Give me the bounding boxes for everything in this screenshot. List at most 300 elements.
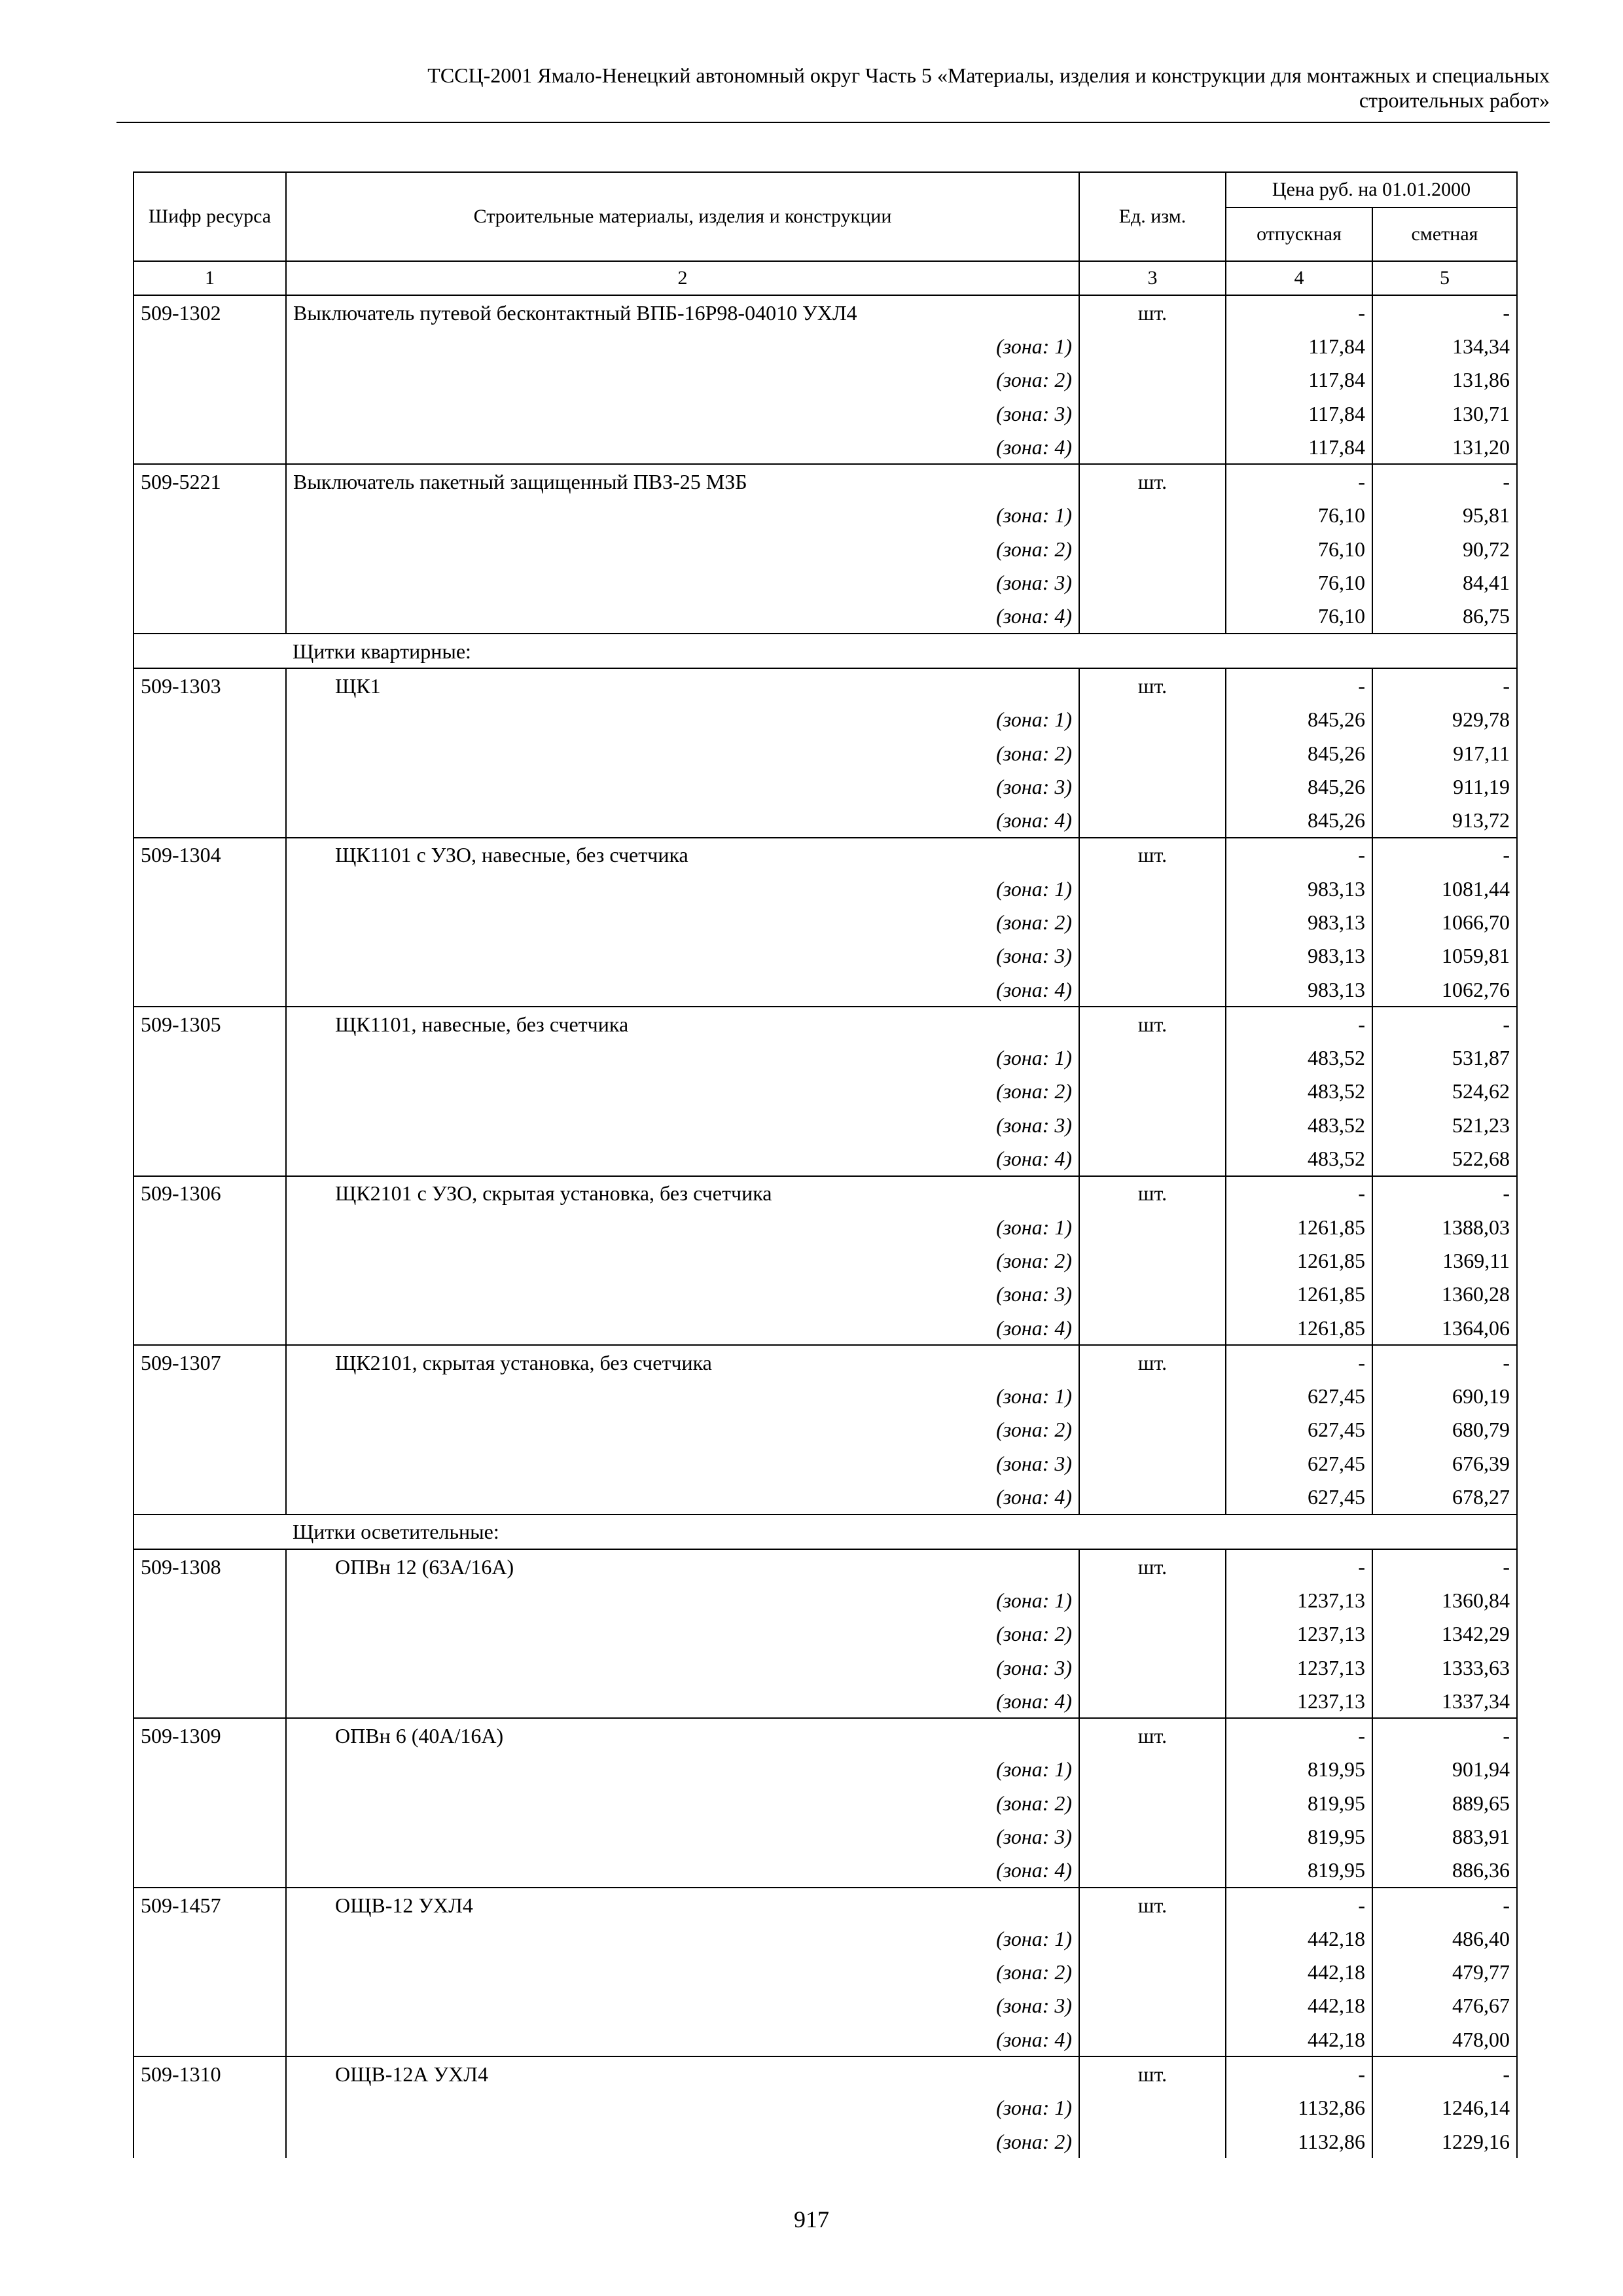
resource-row — [134, 1549, 1517, 1583]
resource-unit: шт. — [1079, 1345, 1226, 1379]
empty-code-cell — [134, 1041, 286, 1075]
zone-estimate-price: 1081,44 — [1372, 872, 1517, 905]
resource-name: ЩК1 — [286, 668, 1079, 702]
zone-release-price: 76,10 — [1226, 565, 1372, 599]
estimate-price: - — [1372, 1718, 1517, 1752]
empty-unit-cell — [1079, 1075, 1226, 1108]
empty-unit-cell — [1079, 565, 1226, 599]
empty-code-cell — [134, 2091, 286, 2125]
table-header — [134, 172, 1517, 295]
release-price: - — [1226, 2056, 1372, 2090]
zone-label: (зона: 4) — [286, 2022, 1079, 2056]
zone-row — [134, 1278, 1517, 1311]
zone-release-price: 627,45 — [1226, 1380, 1372, 1413]
zone-label: (зона: 3) — [286, 1820, 1079, 1853]
resource-row — [134, 1176, 1517, 1210]
resource-row — [134, 295, 1517, 329]
header-name: Строительные материалы, изделия и конструкции — [286, 172, 1079, 261]
zone-label: (зона: 3) — [286, 770, 1079, 803]
empty-code-cell — [134, 1989, 286, 2022]
zone-label: (зона: 2) — [286, 1617, 1079, 1651]
zone-release-price: 627,45 — [1226, 1446, 1372, 1480]
resource-name: ЩК2101 с УЗО, скрытая установка, без счетчика — [286, 1176, 1079, 1210]
zone-estimate-price: 1369,11 — [1372, 1244, 1517, 1277]
zone-row — [134, 1820, 1517, 1853]
empty-unit-cell — [1079, 1922, 1226, 1955]
empty-code-cell — [134, 532, 286, 565]
zone-row — [134, 1446, 1517, 1480]
empty-code-cell — [134, 1108, 286, 1141]
resource-code: 509-1457 — [134, 1888, 286, 1922]
zone-label: (зона: 2) — [286, 1786, 1079, 1820]
empty-unit-cell — [1079, 703, 1226, 736]
zone-release-price: 483,52 — [1226, 1141, 1372, 1175]
zone-row — [134, 1922, 1517, 1955]
resource-name: ОПВн 6 (40А/16А) — [286, 1718, 1079, 1752]
empty-unit-cell — [1079, 939, 1226, 973]
resource-row — [134, 1345, 1517, 1379]
section-row — [134, 634, 1517, 668]
zone-estimate-price: 95,81 — [1372, 499, 1517, 532]
zone-release-price: 819,95 — [1226, 1786, 1372, 1820]
zone-label: (зона: 2) — [286, 363, 1079, 397]
zone-estimate-price: 1066,70 — [1372, 905, 1517, 939]
zone-label: (зона: 4) — [286, 803, 1079, 837]
zone-estimate-price: 522,68 — [1372, 1141, 1517, 1175]
resource-code: 509-1308 — [134, 1549, 286, 1583]
zone-estimate-price: 521,23 — [1372, 1108, 1517, 1141]
estimate-price: - — [1372, 2056, 1517, 2090]
zone-estimate-price: 1059,81 — [1372, 939, 1517, 973]
zone-release-price: 1261,85 — [1226, 1210, 1372, 1244]
zone-row — [134, 600, 1517, 634]
zone-estimate-price: 86,75 — [1372, 600, 1517, 634]
zone-row — [134, 1108, 1517, 1141]
column-number: 5 — [1372, 261, 1517, 295]
zone-row — [134, 2125, 1517, 2158]
resource-row — [134, 1888, 1517, 1922]
empty-code-cell — [134, 1311, 286, 1345]
empty-code-cell — [134, 1820, 286, 1853]
empty-code-cell — [134, 2022, 286, 2056]
zone-release-price: 1237,13 — [1226, 1684, 1372, 1718]
resource-unit: шт. — [1079, 668, 1226, 702]
zone-release-price: 483,52 — [1226, 1075, 1372, 1108]
zone-release-price: 1237,13 — [1226, 1651, 1372, 1684]
zone-estimate-price: 486,40 — [1372, 1922, 1517, 1955]
zone-estimate-price: 1388,03 — [1372, 1210, 1517, 1244]
section-title: Щитки квартирные: — [286, 634, 1517, 668]
empty-code-cell — [134, 1380, 286, 1413]
empty-code-cell — [134, 770, 286, 803]
zone-estimate-price: 917,11 — [1372, 736, 1517, 770]
zone-row — [134, 1583, 1517, 1617]
resource-name: ОЩВ-12 УХЛ4 — [286, 1888, 1079, 1922]
empty-unit-cell — [1079, 1753, 1226, 1786]
zone-estimate-price: 1229,16 — [1372, 2125, 1517, 2158]
zone-estimate-price: 676,39 — [1372, 1446, 1517, 1480]
empty-code-cell — [134, 1753, 286, 1786]
resource-unit: шт. — [1079, 1718, 1226, 1752]
zone-estimate-price: 131,20 — [1372, 430, 1517, 464]
zone-row — [134, 872, 1517, 905]
empty-unit-cell — [1079, 1311, 1226, 1345]
empty-code-cell — [134, 803, 286, 837]
zone-estimate-price: 1360,84 — [1372, 1583, 1517, 1617]
zone-label: (зона: 2) — [286, 532, 1079, 565]
zone-label: (зона: 3) — [286, 1446, 1079, 1480]
empty-code-cell — [134, 1956, 286, 1989]
zone-row — [134, 1413, 1517, 1446]
empty-code-cell — [134, 736, 286, 770]
zone-label: (зона: 2) — [286, 1075, 1079, 1108]
column-number: 4 — [1226, 261, 1372, 295]
header-unit: Ед. изм. — [1079, 172, 1226, 261]
zone-estimate-price: 476,67 — [1372, 1989, 1517, 2022]
zone-estimate-price: 1364,06 — [1372, 1311, 1517, 1345]
zone-label: (зона: 3) — [286, 1108, 1079, 1141]
zone-row — [134, 1989, 1517, 2022]
resource-code: 509-1305 — [134, 1007, 286, 1041]
zone-estimate-price: 90,72 — [1372, 532, 1517, 565]
zone-row — [134, 2022, 1517, 2056]
zone-release-price: 983,13 — [1226, 973, 1372, 1007]
estimate-price: - — [1372, 464, 1517, 498]
running-header-line-2: строительных работ» — [1359, 88, 1550, 112]
release-price: - — [1226, 1888, 1372, 1922]
zone-release-price: 76,10 — [1226, 600, 1372, 634]
zone-label: (зона: 1) — [286, 1041, 1079, 1075]
zone-label: (зона: 2) — [286, 1244, 1079, 1277]
zone-release-price: 627,45 — [1226, 1480, 1372, 1514]
zone-row — [134, 1141, 1517, 1175]
zone-label: (зона: 1) — [286, 1753, 1079, 1786]
zone-estimate-price: 1246,14 — [1372, 2091, 1517, 2125]
zone-row — [134, 905, 1517, 939]
zone-release-price: 845,26 — [1226, 770, 1372, 803]
zone-row — [134, 430, 1517, 464]
empty-code-cell — [134, 1446, 286, 1480]
zone-label: (зона: 4) — [286, 973, 1079, 1007]
empty-code-cell — [134, 1413, 286, 1446]
empty-unit-cell — [1079, 1617, 1226, 1651]
estimate-price: - — [1372, 1176, 1517, 1210]
zone-estimate-price: 680,79 — [1372, 1413, 1517, 1446]
zone-row — [134, 973, 1517, 1007]
zone-label: (зона: 3) — [286, 1651, 1079, 1684]
zone-label: (зона: 1) — [286, 1210, 1079, 1244]
empty-unit-cell — [1079, 1380, 1226, 1413]
zone-release-price: 442,18 — [1226, 2022, 1372, 2056]
zone-estimate-price: 478,00 — [1372, 2022, 1517, 2056]
zone-release-price: 819,95 — [1226, 1753, 1372, 1786]
estimate-price: - — [1372, 1345, 1517, 1379]
empty-unit-cell — [1079, 1786, 1226, 1820]
zone-estimate-price: 134,34 — [1372, 329, 1517, 363]
empty-unit-cell — [1079, 2125, 1226, 2158]
empty-unit-cell — [1079, 1854, 1226, 1888]
zone-estimate-price: 886,36 — [1372, 1854, 1517, 1888]
resource-name: ОПВн 12 (63А/16А) — [286, 1549, 1079, 1583]
estimate-price: - — [1372, 295, 1517, 329]
empty-unit-cell — [1079, 872, 1226, 905]
zone-row — [134, 499, 1517, 532]
resource-name: ЩК1101, навесные, без счетчика — [286, 1007, 1079, 1041]
empty-code-cell — [134, 1854, 286, 1888]
header-estimate-price: сметная — [1372, 207, 1517, 261]
empty-code-cell — [134, 1617, 286, 1651]
header-release-price: отпускная — [1226, 207, 1372, 261]
zone-row — [134, 803, 1517, 837]
section-row — [134, 1515, 1517, 1549]
zone-release-price: 845,26 — [1226, 736, 1372, 770]
zone-release-price: 1237,13 — [1226, 1617, 1372, 1651]
zone-release-price: 1132,86 — [1226, 2125, 1372, 2158]
zone-estimate-price: 913,72 — [1372, 803, 1517, 837]
zone-label: (зона: 3) — [286, 939, 1079, 973]
empty-unit-cell — [1079, 1480, 1226, 1514]
zone-row — [134, 1617, 1517, 1651]
empty-code-cell — [134, 1141, 286, 1175]
zone-estimate-price: 130,71 — [1372, 397, 1517, 430]
resource-row — [134, 1007, 1517, 1041]
zone-row — [134, 1854, 1517, 1888]
zone-label: (зона: 1) — [286, 872, 1079, 905]
empty-code-cell — [134, 600, 286, 634]
zone-release-price: 76,10 — [1226, 532, 1372, 565]
empty-unit-cell — [1079, 1141, 1226, 1175]
empty-unit-cell — [1079, 736, 1226, 770]
zone-label: (зона: 4) — [286, 1311, 1079, 1345]
empty-code-cell — [134, 703, 286, 736]
zone-estimate-price: 901,94 — [1372, 1753, 1517, 1786]
empty-code-cell — [134, 565, 286, 599]
zone-estimate-price: 678,27 — [1372, 1480, 1517, 1514]
resource-unit: шт. — [1079, 295, 1226, 329]
zone-estimate-price: 1337,34 — [1372, 1684, 1517, 1718]
zone-release-price: 117,84 — [1226, 363, 1372, 397]
zone-label: (зона: 1) — [286, 499, 1079, 532]
section-spacer — [134, 1515, 286, 1549]
zone-row — [134, 939, 1517, 973]
zone-estimate-price: 1342,29 — [1372, 1617, 1517, 1651]
empty-code-cell — [134, 872, 286, 905]
column-number: 2 — [286, 261, 1079, 295]
section-spacer — [134, 634, 286, 668]
zone-row — [134, 532, 1517, 565]
running-header-line-1: ТССЦ-2001 Ямало-Ненецкий автономный округ Часть 5 «Материалы, изделия и конструкции для монтажных и специальных — [427, 63, 1550, 87]
empty-unit-cell — [1079, 1651, 1226, 1684]
zone-estimate-price: 524,62 — [1372, 1075, 1517, 1108]
zone-row — [134, 1753, 1517, 1786]
resource-name: Выключатель пакетный защищенный ПВЗ-25 МЗБ — [286, 464, 1079, 498]
empty-unit-cell — [1079, 1583, 1226, 1617]
resource-name: ОЩВ-12А УХЛ4 — [286, 2056, 1079, 2090]
resource-unit: шт. — [1079, 464, 1226, 498]
release-price: - — [1226, 295, 1372, 329]
empty-code-cell — [134, 1583, 286, 1617]
zone-row — [134, 1786, 1517, 1820]
empty-code-cell — [134, 1684, 286, 1718]
zone-estimate-price: 84,41 — [1372, 565, 1517, 599]
zone-release-price: 1261,85 — [1226, 1311, 1372, 1345]
zone-release-price: 983,13 — [1226, 905, 1372, 939]
zone-row — [134, 1651, 1517, 1684]
resource-code: 509-1310 — [134, 2056, 286, 2090]
empty-unit-cell — [1079, 1210, 1226, 1244]
resource-code: 509-1304 — [134, 838, 286, 872]
zone-label: (зона: 3) — [286, 397, 1079, 430]
zone-release-price: 1132,86 — [1226, 2091, 1372, 2125]
empty-unit-cell — [1079, 1684, 1226, 1718]
zone-release-price: 845,26 — [1226, 703, 1372, 736]
zone-label: (зона: 1) — [286, 1922, 1079, 1955]
zone-release-price: 845,26 — [1226, 803, 1372, 837]
zone-row — [134, 770, 1517, 803]
resource-name: ЩК1101 с УЗО, навесные, без счетчика — [286, 838, 1079, 872]
zone-label: (зона: 4) — [286, 430, 1079, 464]
empty-unit-cell — [1079, 2091, 1226, 2125]
empty-unit-cell — [1079, 1820, 1226, 1853]
zone-release-price: 1237,13 — [1226, 1583, 1372, 1617]
zone-label: (зона: 4) — [286, 600, 1079, 634]
empty-code-cell — [134, 1651, 286, 1684]
zone-estimate-price: 531,87 — [1372, 1041, 1517, 1075]
zone-row — [134, 1684, 1517, 1718]
empty-unit-cell — [1079, 1278, 1226, 1311]
resource-unit: шт. — [1079, 1176, 1226, 1210]
empty-code-cell — [134, 1922, 286, 1955]
table-body — [134, 295, 1517, 2158]
zone-label: (зона: 3) — [286, 565, 1079, 599]
zone-release-price: 819,95 — [1226, 1854, 1372, 1888]
empty-unit-cell — [1079, 1956, 1226, 1989]
zone-release-price: 1261,85 — [1226, 1278, 1372, 1311]
zone-release-price: 117,84 — [1226, 329, 1372, 363]
estimate-price: - — [1372, 1549, 1517, 1583]
zone-row — [134, 1380, 1517, 1413]
zone-row — [134, 736, 1517, 770]
zone-label: (зона: 2) — [286, 736, 1079, 770]
zone-label: (зона: 1) — [286, 329, 1079, 363]
price-table — [133, 171, 1518, 2158]
zone-row — [134, 363, 1517, 397]
release-price: - — [1226, 668, 1372, 702]
zone-estimate-price: 1360,28 — [1372, 1278, 1517, 1311]
empty-unit-cell — [1079, 397, 1226, 430]
empty-code-cell — [134, 1480, 286, 1514]
zone-label: (зона: 2) — [286, 1413, 1079, 1446]
estimate-price: - — [1372, 668, 1517, 702]
zone-release-price: 76,10 — [1226, 499, 1372, 532]
running-header — [116, 63, 1550, 123]
resource-code: 509-1303 — [134, 668, 286, 702]
zone-row — [134, 2091, 1517, 2125]
zone-row — [134, 1480, 1517, 1514]
empty-unit-cell — [1079, 532, 1226, 565]
resource-row — [134, 668, 1517, 702]
zone-label: (зона: 2) — [286, 2125, 1079, 2158]
zone-row — [134, 1041, 1517, 1075]
zone-release-price: 983,13 — [1226, 872, 1372, 905]
empty-code-cell — [134, 1278, 286, 1311]
empty-code-cell — [134, 397, 286, 430]
section-title: Щитки осветительные: — [286, 1515, 1517, 1549]
zone-label: (зона: 1) — [286, 2091, 1079, 2125]
zone-release-price: 442,18 — [1226, 1956, 1372, 1989]
resource-row — [134, 464, 1517, 498]
resource-code: 509-1306 — [134, 1176, 286, 1210]
empty-code-cell — [134, 939, 286, 973]
empty-unit-cell — [1079, 803, 1226, 837]
empty-unit-cell — [1079, 973, 1226, 1007]
resource-name: Выключатель путевой бесконтактный ВПБ-16Р98-04010 УХЛ4 — [286, 295, 1079, 329]
zone-label: (зона: 4) — [286, 1684, 1079, 1718]
zone-label: (зона: 4) — [286, 1141, 1079, 1175]
release-price: - — [1226, 1345, 1372, 1379]
zone-row — [134, 1311, 1517, 1345]
empty-code-cell — [134, 905, 286, 939]
zone-label: (зона: 1) — [286, 703, 1079, 736]
zone-label: (зона: 4) — [286, 1854, 1079, 1888]
empty-unit-cell — [1079, 363, 1226, 397]
estimate-price: - — [1372, 1007, 1517, 1041]
zone-estimate-price: 889,65 — [1372, 1786, 1517, 1820]
column-number: 1 — [134, 261, 286, 295]
zone-label: (зона: 2) — [286, 905, 1079, 939]
header-code: Шифр ресурса — [134, 172, 286, 261]
resource-row — [134, 1718, 1517, 1752]
empty-code-cell — [134, 1786, 286, 1820]
zone-release-price: 1261,85 — [1226, 1244, 1372, 1277]
zone-release-price: 483,52 — [1226, 1108, 1372, 1141]
estimate-price: - — [1372, 1888, 1517, 1922]
zone-estimate-price: 690,19 — [1372, 1380, 1517, 1413]
empty-unit-cell — [1079, 1244, 1226, 1277]
resource-code: 509-1307 — [134, 1345, 286, 1379]
empty-code-cell — [134, 1210, 286, 1244]
empty-unit-cell — [1079, 430, 1226, 464]
zone-row — [134, 329, 1517, 363]
zone-label: (зона: 3) — [286, 1989, 1079, 2022]
zone-label: (зона: 1) — [286, 1380, 1079, 1413]
resource-name: ЩК2101, скрытая установка, без счетчика — [286, 1345, 1079, 1379]
resource-unit: шт. — [1079, 2056, 1226, 2090]
resource-code: 509-1302 — [134, 295, 286, 329]
empty-unit-cell — [1079, 499, 1226, 532]
empty-code-cell — [134, 430, 286, 464]
release-price: - — [1226, 838, 1372, 872]
empty-unit-cell — [1079, 1989, 1226, 2022]
empty-code-cell — [134, 363, 286, 397]
estimate-price: - — [1372, 838, 1517, 872]
resource-code: 509-1309 — [134, 1718, 286, 1752]
zone-row — [134, 703, 1517, 736]
empty-unit-cell — [1079, 1041, 1226, 1075]
empty-code-cell — [134, 973, 286, 1007]
zone-estimate-price: 1333,63 — [1372, 1651, 1517, 1684]
resource-unit: шт. — [1079, 838, 1226, 872]
resource-row — [134, 2056, 1517, 2090]
zone-release-price: 442,18 — [1226, 1922, 1372, 1955]
resource-code: 509-5221 — [134, 464, 286, 498]
empty-unit-cell — [1079, 329, 1226, 363]
zone-row — [134, 565, 1517, 599]
empty-unit-cell — [1079, 770, 1226, 803]
release-price: - — [1226, 464, 1372, 498]
zone-release-price: 819,95 — [1226, 1820, 1372, 1853]
zone-release-price: 983,13 — [1226, 939, 1372, 973]
